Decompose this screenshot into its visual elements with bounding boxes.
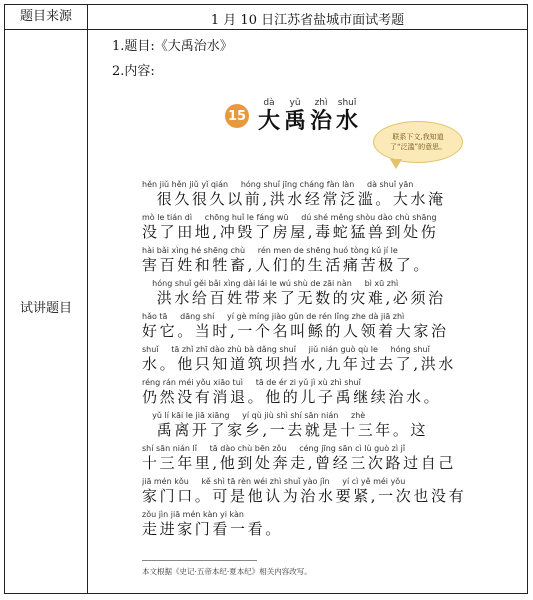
title-char [310,98,332,134]
hanzi-line: 仍然没有消退。他的儿子禹继续治水。 [142,388,442,406]
thought-bubble-tail [390,159,402,169]
passage-line [142,345,472,378]
passage-line [142,477,472,510]
header-source-label: 题目来源 [19,9,72,24]
pinyin-line: hěn jiǔ hěn jiǔ yǐ qián hóng shuǐ jīng cháng fàn làn dà shuǐ yān [142,180,414,189]
passage-line [142,510,472,543]
lesson-number-badge: 15 [225,104,249,128]
passage-line [142,213,472,246]
passage-line [142,378,472,411]
passage-line [142,411,472,444]
pinyin-line: réng rán méi yǒu xiāo tuì tā de ér zi yǔ jì xù zhì shuǐ [142,378,361,387]
passage-line [142,312,472,345]
pinyin-line: hài bǎi xìng hé shēng chù rén men de shēng huó tòng kǔ jí le [142,246,398,255]
content-line: 2.内容: [112,64,155,79]
passage-text [142,180,472,543]
hanzi-line: 家门口。可是他认为治水要紧,一次也没有 [142,487,467,505]
pinyin-line: zǒu jìn jiā mén kàn yi kàn [142,510,244,519]
passage-line [142,444,472,477]
topic-line: 1.题目:《大禹治水》 [112,39,233,54]
title-pinyin: shuǐ [337,98,357,108]
footnote-rule [142,560,257,561]
title-hanzi: 水 [336,108,359,134]
hanzi-line: 洪水给百姓带来了无数的灾难,必须治 [142,289,446,307]
passage-line [142,246,472,279]
pinyin-line: yǔ lí kāi le jiā xiāng yí qù jiù shì shí sān nián zhè [142,411,366,420]
pinyin-line: shuǐ tā zhǐ zhī dào zhù bà dǎng shuǐ jiǔ nián guò qù le hóng shuǐ [142,345,430,354]
row-topic-label: 试讲题目 [19,301,72,316]
title-hanzi: 治 [310,108,333,134]
passage-line [142,180,472,213]
thought-bubble: 联系下文,我知道了“泛滥”的意思。 [373,121,463,163]
pinyin-line: mò le tián dì chōng huǐ le fáng wū dú shé měng shòu dào chù shāng [142,213,437,222]
title-hanzi: 大 [258,108,281,134]
title-pinyin: zhì [314,98,328,108]
hanzi-line: 十三年里,他到处奔走,曾经三次路过自己 [142,454,456,472]
hanzi-line: 禹离开了家乡,一去就是十三年。这 [142,421,429,439]
pinyin-line: jiā mén kǒu kě shì tā rèn wéi zhì shuǐ yào jǐn yí cì yě méi yǒu [142,477,406,486]
lesson-heading [225,98,362,134]
hanzi-line: 没了田地,冲毁了房屋,毒蛇猛兽到处伤 [142,223,439,241]
pinyin-line: hóng shuǐ gěi bǎi xìng dài lái le wú shù de zāi nàn bì xū zhì [142,279,399,288]
hanzi-line: 好它。当时,一个名叫鲧的人领着大家治 [142,322,449,340]
lesson-title [258,98,362,134]
hanzi-line: 走进家门看一看。 [142,520,283,538]
pinyin-line: hǎo tā dāng shí yí gè míng jiào gǔn de rén lǐng zhe dà jiā zhì [142,312,405,321]
pinyin-line: shí sān nián lǐ tā dào chù bēn zǒu céng jīng sān cì lù guò zì jǐ [142,444,406,453]
title-char [284,98,306,134]
hanzi-line: 很久很久以前,洪水经常泛滥。大水淹 [142,190,446,208]
passage-line [142,279,472,312]
hanzi-line: 害百姓和牲畜,人们的生活痛苦极了。 [142,256,431,274]
hanzi-line: 水。他只知道筑坝挡水,九年过去了,洪水 [142,355,456,373]
footnote: 本文根据《史记·五帝本纪·夏本纪》相关内容改写。 [142,567,312,576]
title-pinyin: dà [263,98,275,108]
row-divider [5,29,527,30]
title-pinyin: yǔ [289,98,301,108]
title-char [258,98,280,134]
title-hanzi: 禹 [284,108,307,134]
header-source-value: 1 月 10 日江苏省盐城市面试考题 [210,13,405,28]
title-char [336,98,358,134]
column-divider [87,5,88,593]
